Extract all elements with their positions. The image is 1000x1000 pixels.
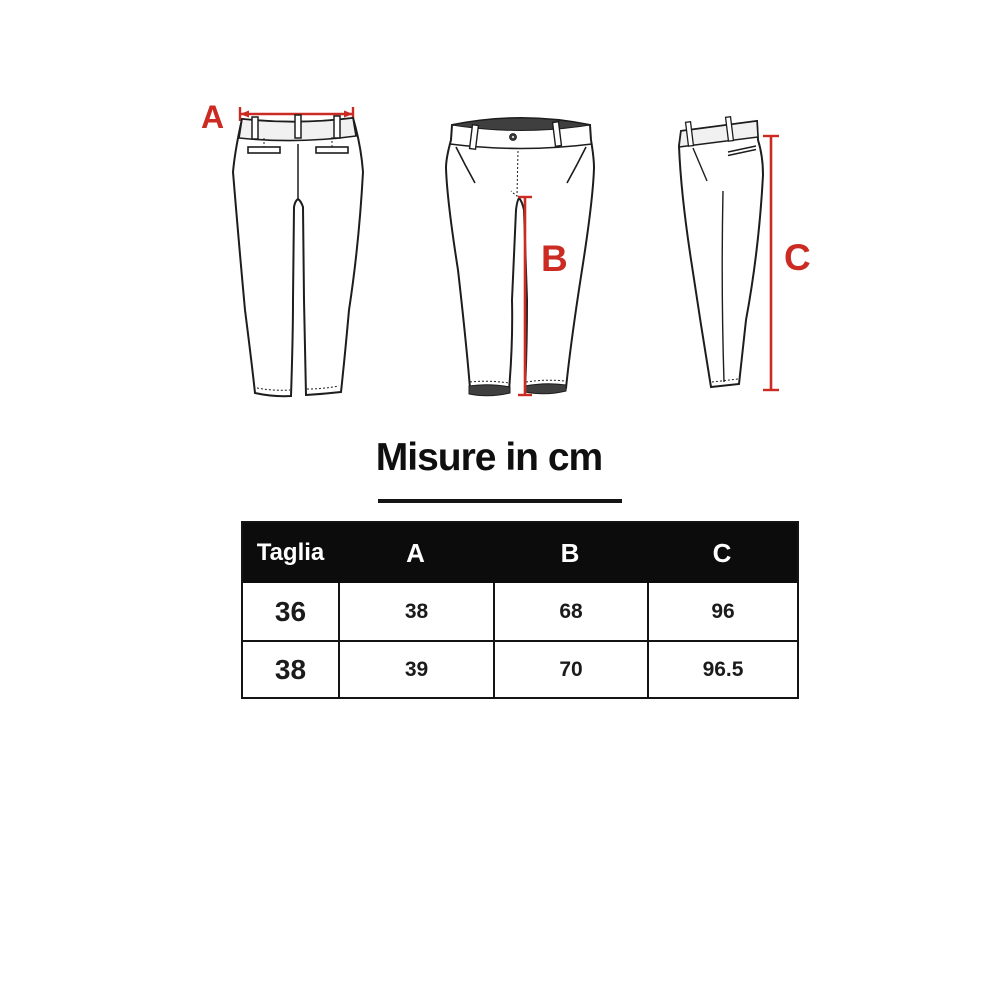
measure-label-b: B (541, 238, 568, 279)
title-underline (378, 499, 622, 503)
pants-front-view-figure (443, 103, 608, 408)
measure-label-c: C (784, 237, 811, 278)
pants-back-view-drawing (195, 95, 375, 410)
size-cell-b: 70 (493, 642, 647, 697)
size-cell-a: 39 (338, 642, 493, 697)
size-cell-c: 96 (647, 583, 797, 640)
size-table-header-taglia: Taglia (256, 539, 325, 566)
size-cell-b: 68 (493, 583, 647, 640)
pants-front-view-drawing (443, 103, 608, 403)
side-measure-line-c (763, 136, 779, 390)
front-hem-right (525, 384, 566, 394)
size-table-header-a: A (406, 537, 425, 568)
waist-button (510, 134, 517, 141)
size-table-row-38 (243, 640, 797, 697)
size-table-header-row (243, 523, 797, 583)
size-table (241, 521, 799, 699)
size-cell-taglia: 36 (274, 595, 307, 627)
size-table-row-36 (243, 583, 797, 640)
front-silhouette (446, 118, 594, 390)
size-table-header-c: C (712, 537, 732, 568)
size-cell-taglia: 38 (274, 653, 307, 685)
size-cell-a: 38 (338, 583, 493, 640)
size-table-header-b: B (560, 537, 580, 568)
front-hem-left (469, 385, 510, 396)
back-pocket-right (316, 147, 348, 153)
size-table-body (243, 583, 797, 697)
size-cell-c: 96.5 (647, 642, 797, 697)
measure-label-a: A (201, 99, 225, 135)
page-title: Misure in cm (375, 436, 603, 479)
pants-back-view-figure (195, 95, 375, 415)
back-pocket-left (248, 147, 280, 153)
side-silhouette (679, 121, 763, 387)
